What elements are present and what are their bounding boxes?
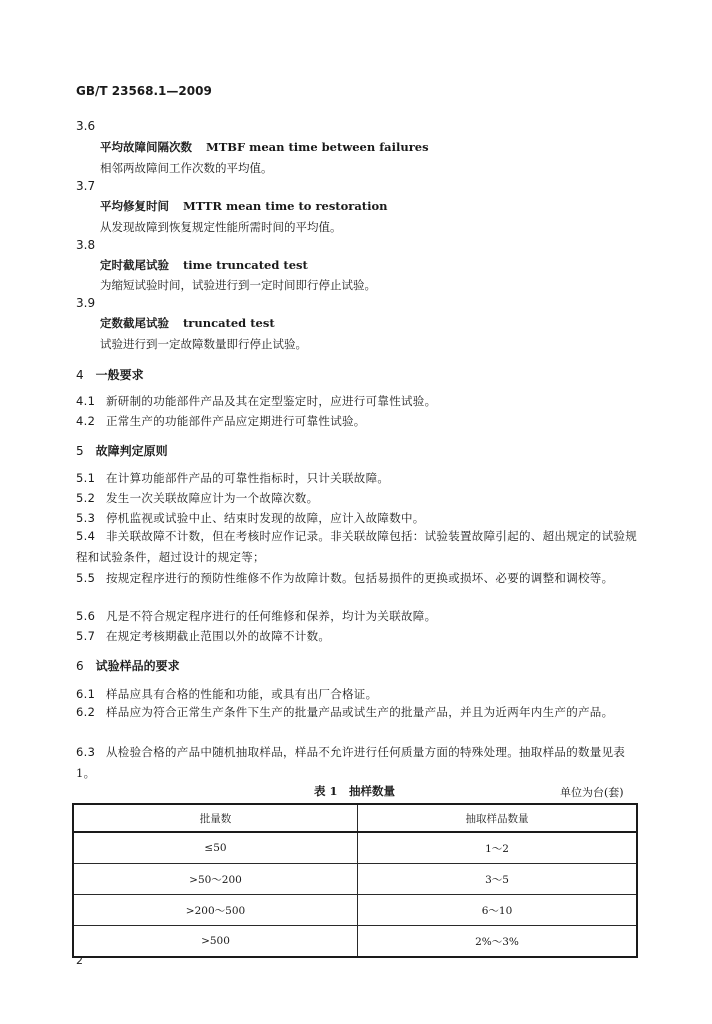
clause: 5.5 按规定程序进行的预防性维修不作为故障计数。包括易损件的更换或损坏、必要的调整和调校等。 xyxy=(76,571,614,585)
section-heading: 6 试验样品的要求 xyxy=(76,659,180,673)
term-number: 3.9 xyxy=(76,296,96,310)
table-row xyxy=(73,895,637,926)
term-title: 平均故障间隔次数 MTBF mean time between failures xyxy=(100,140,429,154)
table-unit: 单位为台(套) xyxy=(560,786,624,799)
table-cell: 6～10 xyxy=(358,895,638,926)
term-title: 定数截尾试验 truncated test xyxy=(100,316,275,330)
table-cell: ≤50 xyxy=(73,832,358,864)
clause: 4.2 正常生产的功能部件产品应定期进行可靠性试验。 xyxy=(76,414,366,428)
section-heading: 5 故障判定原则 xyxy=(76,444,168,458)
term-number: 3.8 xyxy=(76,238,96,252)
column-header: 抽取样品数量 xyxy=(358,804,638,832)
table-cell: >500 xyxy=(73,926,358,958)
standard-code-header: GB/T 23568.1—2009 xyxy=(76,84,212,98)
clause: 5.4 非关联故障不计数，但在考核时应作记录。非关联故障包括：试验装置故障引起的、超出规定的试验规程和试验条件，超过设计的规定等； xyxy=(76,529,637,564)
clause: 5.1 在计算功能部件产品的可靠性指标时，只计关联故障。 xyxy=(76,471,390,485)
table-caption: 表 1 抽样数量 xyxy=(314,784,396,798)
term-title: 平均修复时间 MTTR mean time to restoration xyxy=(100,199,388,213)
clause: 6.2 样品应为符合正常生产条件下生产的批量产品或试生产的批量产品，并且为近两年内生产的产品。 xyxy=(76,705,614,719)
term-definition: 试验进行到一定故障数量即行停止试验。 xyxy=(100,337,307,351)
table-cell: 2%～3% xyxy=(358,926,638,958)
table-cell: 3～5 xyxy=(358,864,638,895)
sampling-table xyxy=(72,803,638,958)
page-number: 2 xyxy=(76,954,83,967)
column-header: 批量数 xyxy=(73,804,358,832)
term-definition: 相邻两故障间工作次数的平均值。 xyxy=(100,161,273,175)
table-row xyxy=(73,926,637,958)
term-title: 定时截尾试验 time truncated test xyxy=(100,258,308,272)
table-cell: 1～2 xyxy=(358,832,638,864)
term-definition: 从发现故障到恢复规定性能所需时间的平均值。 xyxy=(100,220,342,234)
term-number: 3.6 xyxy=(76,119,96,133)
table-cell: >200～500 xyxy=(73,895,358,926)
clause: 6.1 样品应具有合格的性能和功能，或具有出厂合格证。 xyxy=(76,687,378,701)
clause: 5.2 发生一次关联故障应计为一个故障次数。 xyxy=(76,491,319,505)
term-definition: 为缩短试验时间，试验进行到一定时间即行停止试验。 xyxy=(100,278,376,292)
table-cell: >50～200 xyxy=(73,864,358,895)
table-row xyxy=(73,864,637,895)
clause: 6.3 从检验合格的产品中随机抽取样品，样品不允许进行任何质量方面的特殊处理。抽取样品的数量见表1。 xyxy=(76,745,626,780)
term-number: 3.7 xyxy=(76,179,96,193)
clause: 5.3 停机监视或试验中止、结束时发现的故障，应计入故障数中。 xyxy=(76,511,425,525)
clause: 5.7 在规定考核期截止范围以外的故障不计数。 xyxy=(76,629,331,643)
table-row xyxy=(73,832,637,864)
clause: 4.1 新研制的功能部件产品及其在定型鉴定时，应进行可靠性试验。 xyxy=(76,394,437,408)
section-heading: 4 一般要求 xyxy=(76,368,144,382)
clause: 5.6 凡是不符合规定程序进行的任何维修和保养，均计为关联故障。 xyxy=(76,609,437,623)
